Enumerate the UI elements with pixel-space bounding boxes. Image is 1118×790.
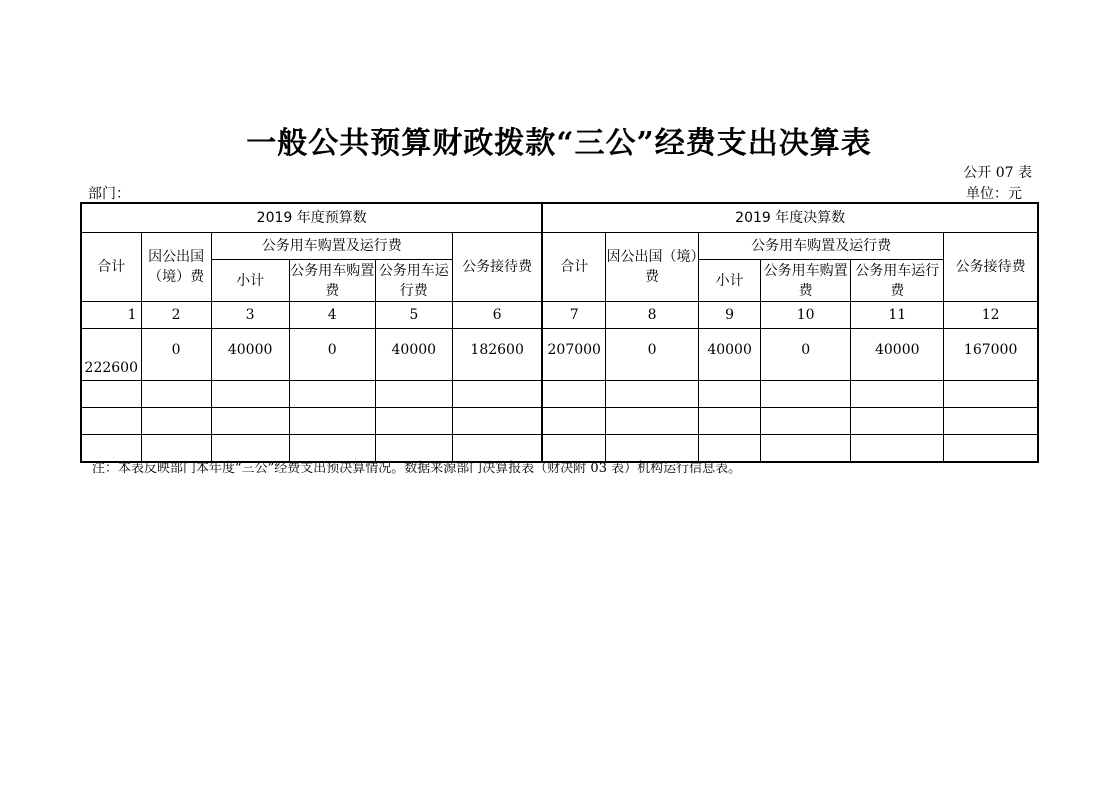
total-header: 合计: [542, 233, 605, 302]
table-cell: [851, 435, 944, 463]
column-number: 5: [375, 302, 452, 329]
page-title: 一般公共预算财政拨款“三公”经费支出决算表: [246, 126, 872, 161]
abroad-header: 因公出国（境）费: [606, 233, 699, 302]
column-number: 7: [542, 302, 605, 329]
table-cell: [761, 435, 851, 463]
column-number: 9: [699, 302, 761, 329]
table-cell: 40000: [375, 329, 452, 381]
vehicle-group-header: 公务用车购置及运行费: [699, 233, 944, 260]
table-cell: [211, 381, 289, 408]
table-cell: 0: [141, 329, 211, 381]
table-cell: [851, 408, 944, 435]
table-cell: [699, 381, 761, 408]
table-cell: 0: [289, 329, 375, 381]
table-cell: 40000: [699, 329, 761, 381]
table-cell: [606, 408, 699, 435]
reception-header: 公务接待费: [944, 233, 1038, 302]
column-number: 8: [606, 302, 699, 329]
table-cell: [81, 408, 141, 435]
department-label: 部门：: [88, 186, 130, 202]
table-cell: [761, 381, 851, 408]
table-cell: 182600: [452, 329, 542, 381]
table-cell: [944, 435, 1038, 463]
abroad-header: 因公出国（境）费: [141, 233, 211, 302]
form-number: 公开 07 表: [963, 165, 1032, 181]
table-row: [81, 329, 1038, 381]
table-cell: [289, 408, 375, 435]
table-cell: [211, 408, 289, 435]
column-number: 3: [211, 302, 289, 329]
expenditure-table: [80, 202, 1039, 463]
vehicle-purchase-header: 公务用车购置费: [761, 260, 851, 302]
column-number: 6: [452, 302, 542, 329]
vehicle-group-header: 公务用车购置及运行费: [211, 233, 452, 260]
budget-group-header: 2019 年度预算数: [81, 203, 542, 233]
column-number: 10: [761, 302, 851, 329]
table-cell: 0: [606, 329, 699, 381]
table-cell: [944, 408, 1038, 435]
table-cell: 40000: [211, 329, 289, 381]
table-cell: [375, 381, 452, 408]
table-cell: [944, 381, 1038, 408]
reception-header: 公务接待费: [452, 233, 542, 302]
table-cell: [81, 381, 141, 408]
footnote: 注：本表反映部门本年度“三公”经费支出预决算情况。数据来源部门决算报表（财决附 03 表）机构运行信息表。: [92, 461, 742, 476]
table-cell: 222600: [81, 329, 141, 381]
unit-label: 单位：元: [966, 186, 1022, 202]
table-cell: [452, 381, 542, 408]
table-cell: [452, 408, 542, 435]
vehicle-purchase-header: 公务用车购置费: [289, 260, 375, 302]
table-cell: [699, 408, 761, 435]
table-cell: 167000: [944, 329, 1038, 381]
table-cell: [542, 381, 605, 408]
subtotal-header: 小计: [211, 260, 289, 302]
column-number: 11: [851, 302, 944, 329]
table-cell: [141, 381, 211, 408]
table-cell: [375, 408, 452, 435]
table-cell: [761, 408, 851, 435]
table-cell: [289, 381, 375, 408]
vehicle-operation-header: 公务用车运行费: [851, 260, 944, 302]
table-row: [81, 381, 1038, 408]
column-number: 1: [81, 302, 141, 329]
column-number: 2: [141, 302, 211, 329]
subtotal-header: 小计: [699, 260, 761, 302]
column-number: 12: [944, 302, 1038, 329]
table-cell: [606, 381, 699, 408]
final-group-header: 2019 年度决算数: [542, 203, 1038, 233]
table-cell: 207000: [542, 329, 605, 381]
vehicle-operation-header: 公务用车运行费: [375, 260, 452, 302]
column-number: 4: [289, 302, 375, 329]
total-header: 合计: [81, 233, 141, 302]
table-cell: 40000: [851, 329, 944, 381]
table-cell: [851, 381, 944, 408]
table-row: [81, 408, 1038, 435]
table-cell: [141, 408, 211, 435]
table-cell: [542, 408, 605, 435]
table-cell: 0: [761, 329, 851, 381]
